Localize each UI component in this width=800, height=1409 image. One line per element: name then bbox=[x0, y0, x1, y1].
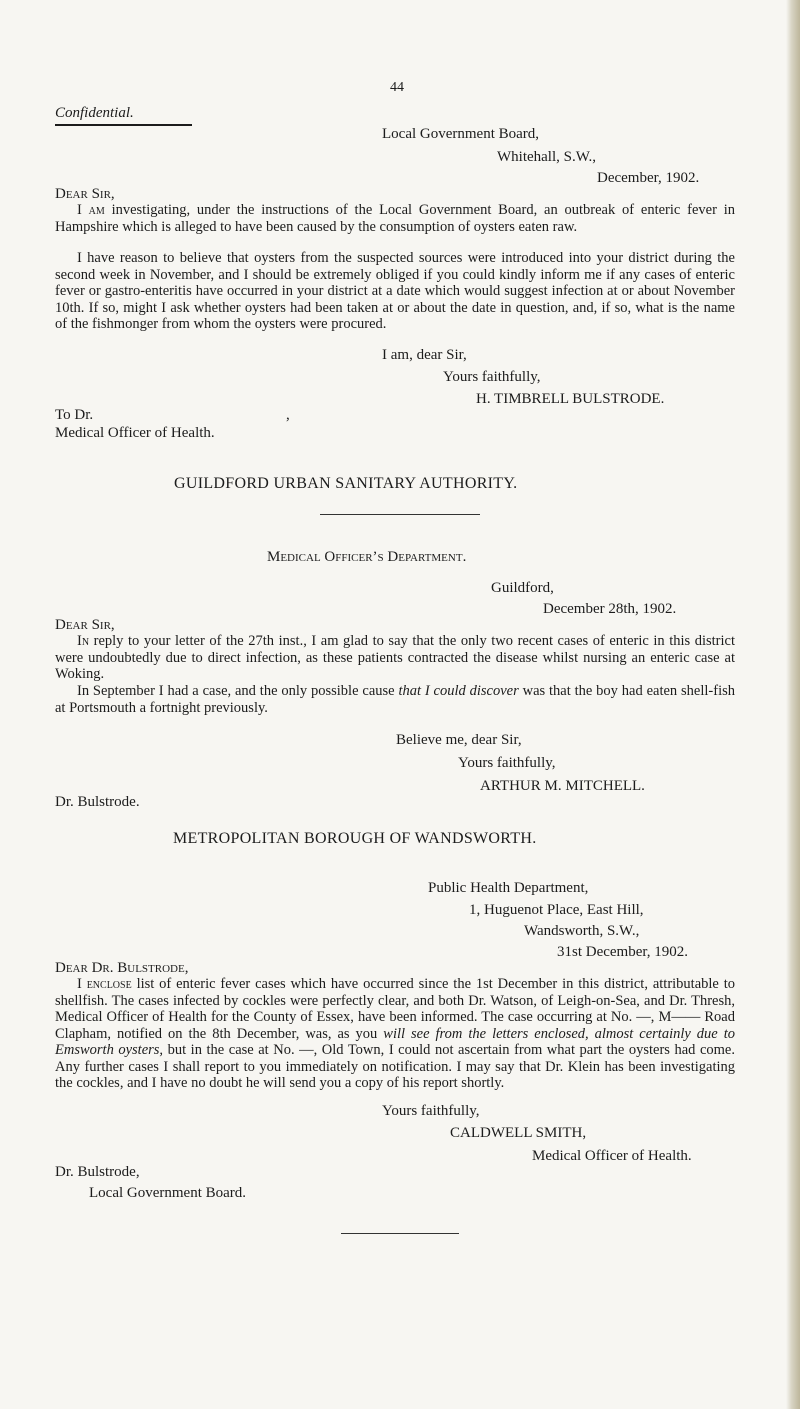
letter1-address-line1: Local Government Board, bbox=[382, 126, 540, 142]
letter2-date: December 28th, 1902. bbox=[543, 601, 677, 617]
letter2-p1-text: reply to your letter of the 27th inst., I am glad to say that the only two recent cases of enteric in this district were undoubtedly due to direct infection, as these patients contracted the disease whilst nursing an enteric case at Woking. bbox=[55, 633, 736, 682]
page-edge-shadow bbox=[786, 0, 800, 1409]
letter1-date: December, 1902. bbox=[597, 170, 700, 186]
letter2-to: Dr. Bulstrode. bbox=[55, 794, 140, 810]
letter1-p1-text: investigating, under the instructions of the Local Government Board, an outbreak of enteric fever in Hampshire which is alleged to have been caused by the consumption of oysters eaten raw. bbox=[55, 202, 736, 235]
letter3-p1-text-b: but in the case at No. —, Old Town, I could not ascertain from what part the oysters had come. Any further cases I shall report to you immediately on notification. I may say that Dr. Klein has been investigating the cockles, and I have no doubt he will send you a copy of his report shortly. bbox=[55, 1042, 735, 1091]
letter2-address-line1: Guildford, bbox=[491, 580, 554, 596]
letter1-address-line2: Whitehall, S.W., bbox=[497, 149, 597, 165]
letter3-title: Medical Officer of Health. bbox=[532, 1148, 692, 1164]
letter1-paragraph-2 bbox=[55, 250, 735, 333]
letter3-signature: CALDWELL SMITH, bbox=[450, 1125, 587, 1141]
letter3-p1-text-a: list of enteric fever cases which have occurred since the 1st December in this district, attributable to shellfish. The cases infected by cockles were perfectly clear, and both Dr. Watson, of Leigh-on-Sea, and Dr. Thresh, Medical Officer of Health for the County of Essex, have been informed. The case occurring at No. —, M—— Road Clapham, notified on the 8th December, was, as you bbox=[55, 976, 736, 1042]
letter3-to-line1: Dr. Bulstrode, bbox=[55, 1164, 140, 1180]
letter3-heading: METROPOLITAN BOROUGH OF WANDSWORTH. bbox=[173, 830, 537, 847]
letter1-signature: H. TIMBRELL BULSTRODE. bbox=[476, 391, 665, 407]
letter1-paragraph-1 bbox=[55, 202, 735, 235]
letter2-signature: ARTHUR M. MITCHELL. bbox=[480, 778, 645, 794]
letter1-closing-1: I am, dear Sir, bbox=[382, 347, 467, 363]
letter3-to-line2: Local Government Board. bbox=[89, 1185, 247, 1201]
confidential-label: Confidential. bbox=[55, 105, 134, 121]
letter2-paragraph-1 bbox=[55, 633, 735, 683]
end-rule bbox=[341, 1233, 459, 1234]
letter1-to-line2: Medical Officer of Health. bbox=[55, 425, 215, 441]
letter3-address-line2: 1, Huguenot Place, East Hill, bbox=[469, 902, 644, 918]
letter3-closing: Yours faithfully, bbox=[382, 1103, 480, 1119]
letter1-closing-2: Yours faithfully, bbox=[443, 369, 541, 385]
page-number: 44 bbox=[390, 80, 404, 95]
letter1-p2-text: I have reason to believe that oysters from the suspected sources were introduced into your district during the second week in November, and I should be extremely obliged if you could kindly inform me if any cases of enteric fever or gastro-enteritis have occurred in your district at a date which would suggest infection at or about November 10th. If so, might I ask whether oysters had been taken at or about the date in question, and, if so, what is the name of the fishmonger from whom the oysters were procured. bbox=[55, 250, 735, 332]
letter1-to-comma: , bbox=[286, 407, 290, 423]
letter2-closing-1: Believe me, dear Sir, bbox=[396, 732, 522, 748]
letter2-heading: GUILDFORD URBAN SANITARY AUTHORITY. bbox=[174, 475, 518, 492]
letter3-address-line1: Public Health Department, bbox=[428, 880, 589, 896]
letter2-paragraph-2 bbox=[55, 683, 735, 716]
letter2-p2-italic: that I could discover bbox=[398, 683, 519, 699]
letter3-paragraph-1 bbox=[55, 976, 735, 1092]
letter2-p2-text-a: In September I had a case, and the only possible cause bbox=[77, 683, 395, 699]
section-divider bbox=[320, 514, 480, 515]
letter3-lead: I enclose bbox=[77, 976, 132, 992]
letter2-lead: In bbox=[77, 633, 90, 649]
letter3-date: 31st December, 1902. bbox=[557, 944, 689, 960]
letter3-salutation: Dear Dr. Bulstrode, bbox=[55, 960, 189, 976]
confidential-underline bbox=[55, 124, 192, 126]
letter2-subheading: Medical Officer’s Department. bbox=[267, 549, 467, 565]
letter1-salutation: Dear Sir, bbox=[55, 186, 115, 202]
letter2-closing-2: Yours faithfully, bbox=[458, 755, 556, 771]
letter1-lead: I am bbox=[77, 202, 105, 218]
letter3-address-line3: Wandsworth, S.W., bbox=[524, 923, 640, 939]
letter3-p1-italic: will see from the letters enclosed, almost certainly due to Emsworth oysters, bbox=[55, 1025, 735, 1058]
letter2-salutation: Dear Sir, bbox=[55, 617, 115, 633]
letter1-to-line1: To Dr. bbox=[55, 407, 94, 423]
letter2-p2-text-b: was that the boy had eaten shell-fish at Portsmouth a fortnight previously. bbox=[55, 683, 735, 716]
